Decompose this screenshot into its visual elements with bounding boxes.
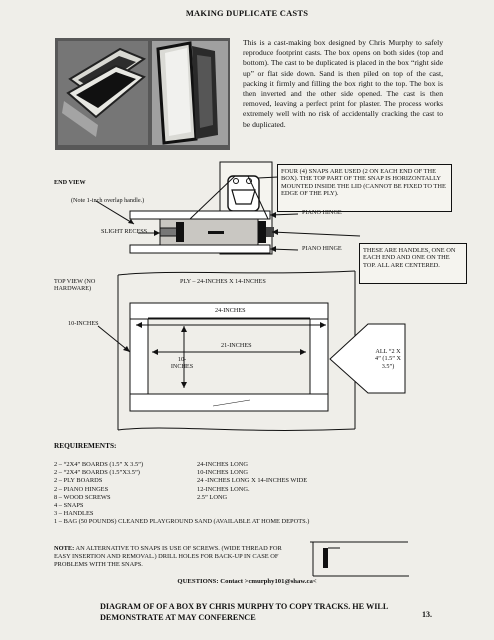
ten-inches-inner-label: 10-INCHES [170, 356, 194, 371]
footer-caption: DIAGRAM OF OF A BOX BY CHRIS MURPHY TO COPY TRACKS. HE WILL DEMONSTRATE AT MAY CONFERENCE [100, 602, 388, 622]
snap-note-text: FOUR (4) SNAPS ARE USED (2 ON EACH END OF THE BOX). THE TOP PART OF THE SNAP IS HORIZONTALLY MOUNTED INSIDE THE LID (CANNOT BE FIXED TO THE EDGE OF THE PLY). [281, 168, 446, 198]
intro-paragraph: This is a cast-making box designed by Chris Murphy to safely reproduce footprint casts. The box opens on both sides (top and bottom). The cast to be duplicated is placed in the box “right side up” or flat side down. Sand is then piled on top of the cast, packing it firmly and filling the box right to the top. The box is then inverted and the other side opened. The cast is then removed, leaving a perfect print for plaster. The process works extremely well with no risk of accidentally cracking the cast to be duplicated. [243, 38, 443, 129]
requirements-title: REQUIREMENTS: [54, 441, 117, 450]
requirement-row-7: 3 – HANDLES [54, 510, 94, 518]
page-title: MAKING DUPLICATE CASTS [185, 8, 309, 18]
requirements-list [54, 461, 434, 527]
alternative-note [54, 545, 292, 568]
piano-hinge-bottom-label: PIANO HINGE [302, 245, 342, 252]
requirement-row-4: 2 – PIANO HINGES 12-INCHES LONG. [54, 485, 250, 493]
requirement-row-2: 2 – “2X4” BOARDS (1.5”X3.5”) 10-INCHES LONG [54, 469, 248, 477]
requirement-row-8: 1 – BAG (50 POUNDS) CLEANED PLAYGROUND SAND (AVAILABLE AT HOME DEPOTS.) [54, 518, 310, 526]
slight-recess-label: SLIGHT RECESS [101, 228, 148, 235]
requirement-row-3: 2 – PLY BOARDS 24 -INCHES LONG X 14-INCHES WIDE [54, 477, 308, 485]
ply-dimensions-label: PLY – 24-INCHES X 14-INCHES [180, 278, 266, 285]
twenty-one-inches-label: 21-INCHES [221, 342, 252, 349]
overlap-handle-note: (Note 1-inch overlap handle.) [71, 197, 145, 204]
top-view-label: TOP VIEW (NO HARDWARE) [54, 278, 96, 293]
alternative-note-text: AN ALTERNATIVE TO SNAPS IS USE OF SCREWS. (WIDE THREAD FOR EASY INSERTION AND REMOVAL.) DRILL HOLES FOR BACK-UP IN CASE OF PROBLEMS WITH THE SNAPS. [54, 545, 282, 568]
requirement-row-5: 8 – WOOD SCREWS 2.5” LONG [54, 493, 228, 501]
handles-note-box [359, 243, 467, 284]
page-number: 13. [422, 610, 432, 619]
handles-note-text: THESE ARE HANDLES, ONE ON EACH END AND ONE ON THE TOP. ALL ARE CENTERED. [363, 247, 456, 269]
top-view-diagram [98, 271, 405, 430]
all-two-by-four-label: ALL “2 X 4” (1.5” X 3.5”) [375, 348, 401, 370]
alternative-note-lead: NOTE: [54, 545, 75, 552]
questions-contact: QUESTIONS: Contact >cmurphy101@shaw.ca< [177, 578, 317, 585]
snap-note-box [277, 164, 452, 212]
twenty-four-inches-label: 24-INCHES [215, 307, 246, 314]
end-view-label: END VIEW [54, 179, 86, 186]
piano-hinge-top-label: PIANO HINGE [302, 209, 342, 216]
ten-inches-left-label: 10-INCHES [68, 320, 99, 327]
screw-sketch [310, 542, 409, 576]
requirement-row-6: 4 – SNAPS [54, 501, 84, 509]
requirement-row-1: 2 – “2X4” BOARDS (1.5” X 3.5”) 24-INCHES LONG [54, 461, 248, 468]
